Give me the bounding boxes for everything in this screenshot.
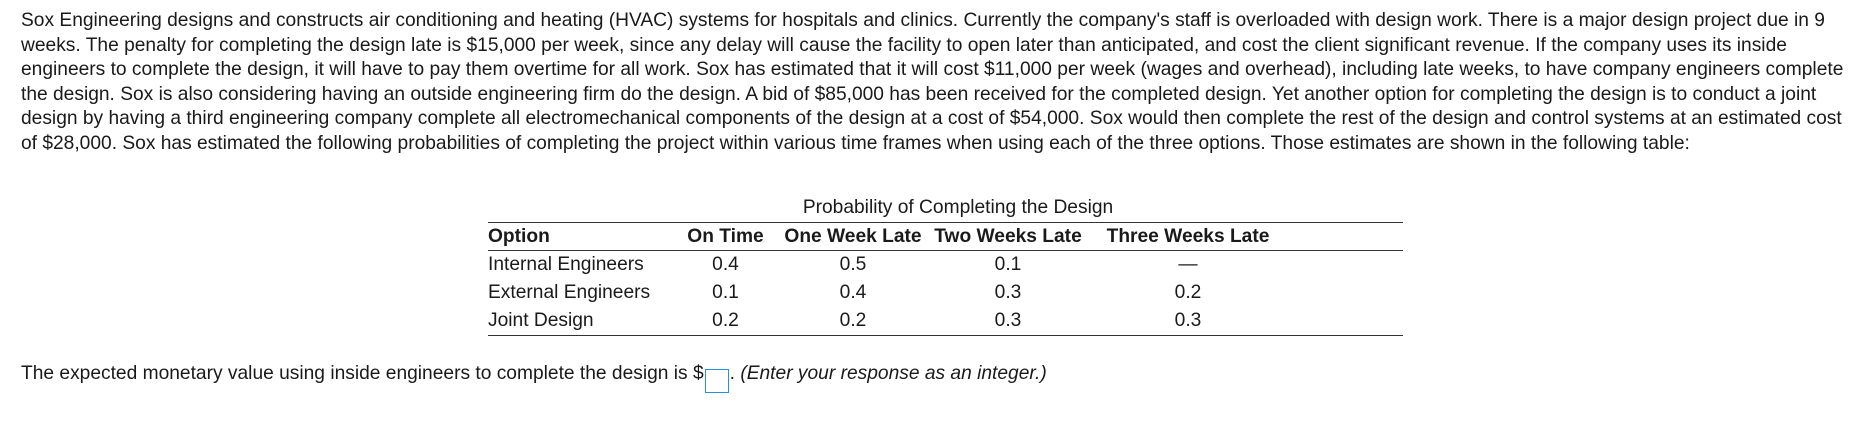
answer-input[interactable]	[705, 369, 729, 393]
question-line	[21, 362, 1047, 393]
cell-three-weeks-late: 0.3	[1088, 307, 1288, 336]
cell-spacer	[1288, 251, 1403, 280]
cell-three-weeks-late: 0.2	[1174, 282, 1202, 303]
cell-one-week-late: 0.4	[839, 282, 867, 303]
cell-three-weeks-late: —	[1178, 254, 1198, 275]
table-row	[488, 251, 1403, 280]
row-label: External Engineers	[488, 282, 651, 303]
column-header-option: Option	[488, 223, 673, 251]
cell-spacer	[1288, 279, 1403, 307]
cell-two-weeks-late: 0.3	[994, 282, 1022, 303]
row-label: Joint Design	[488, 307, 673, 336]
cell-on-time: 0.2	[673, 307, 778, 336]
cell-on-time: 0.4	[712, 254, 739, 275]
column-header-spacer	[1288, 223, 1403, 251]
row-label: Internal Engineers	[488, 254, 644, 275]
column-header-one-week-late: One Week Late	[778, 223, 928, 251]
cell-spacer	[1288, 307, 1403, 336]
probability-table	[488, 222, 1403, 336]
answer-hint: (Enter your response as an integer.)	[740, 363, 1047, 384]
column-header-three-weeks-late: Three Weeks Late	[1088, 223, 1288, 251]
table-group-header: Probability of Completing the Design	[802, 197, 1114, 218]
cell-two-weeks-late: 0.1	[994, 254, 1022, 275]
cell-on-time: 0.1	[712, 282, 739, 303]
table-header-row	[488, 223, 1403, 251]
cell-one-week-late: 0.5	[839, 254, 867, 275]
question-period: .	[729, 363, 735, 384]
problem-paragraph: Sox Engineering designs and constructs air conditioning and heating (HVAC) systems for hospitals and clinics. Currently the company's staff is overloaded with design work. There is a major design project due in 9 weeks. The penalty for completing the design late is $15,000 per week, since any delay will cause the facility to open later than anticipated, and cost the client significant revenue. If the company uses its inside engineers to complete the design, it will have to pay them overtime for all work. Sox has estimated that it will cost $11,000 per week (wages and overhead), including late weeks, to have company engineers complete the design. Sox is also considering having an outside engineering firm do the design. A bid of $85,000 has been received for the completed design. Yet another option for completing the design is to conduct a joint design by having a third engineering company complete all electromechanical components of the design at a cost of $54,000. Sox would then complete the rest of the design and control systems at an estimated cost of $28,000. Sox has estimated the following probabilities of completing the project within various time frames when using each of the three options. Those estimates are shown in the following table:	[21, 10, 1844, 154]
cell-one-week-late: 0.2	[778, 307, 928, 336]
question-prefix: The expected monetary value using inside engineers to complete the design is $	[21, 363, 704, 384]
table-row	[488, 279, 1403, 307]
column-header-on-time: On Time	[673, 223, 778, 251]
column-header-two-weeks-late: Two Weeks Late	[928, 223, 1088, 251]
cell-two-weeks-late: 0.3	[928, 307, 1088, 336]
table-row	[488, 307, 1403, 336]
